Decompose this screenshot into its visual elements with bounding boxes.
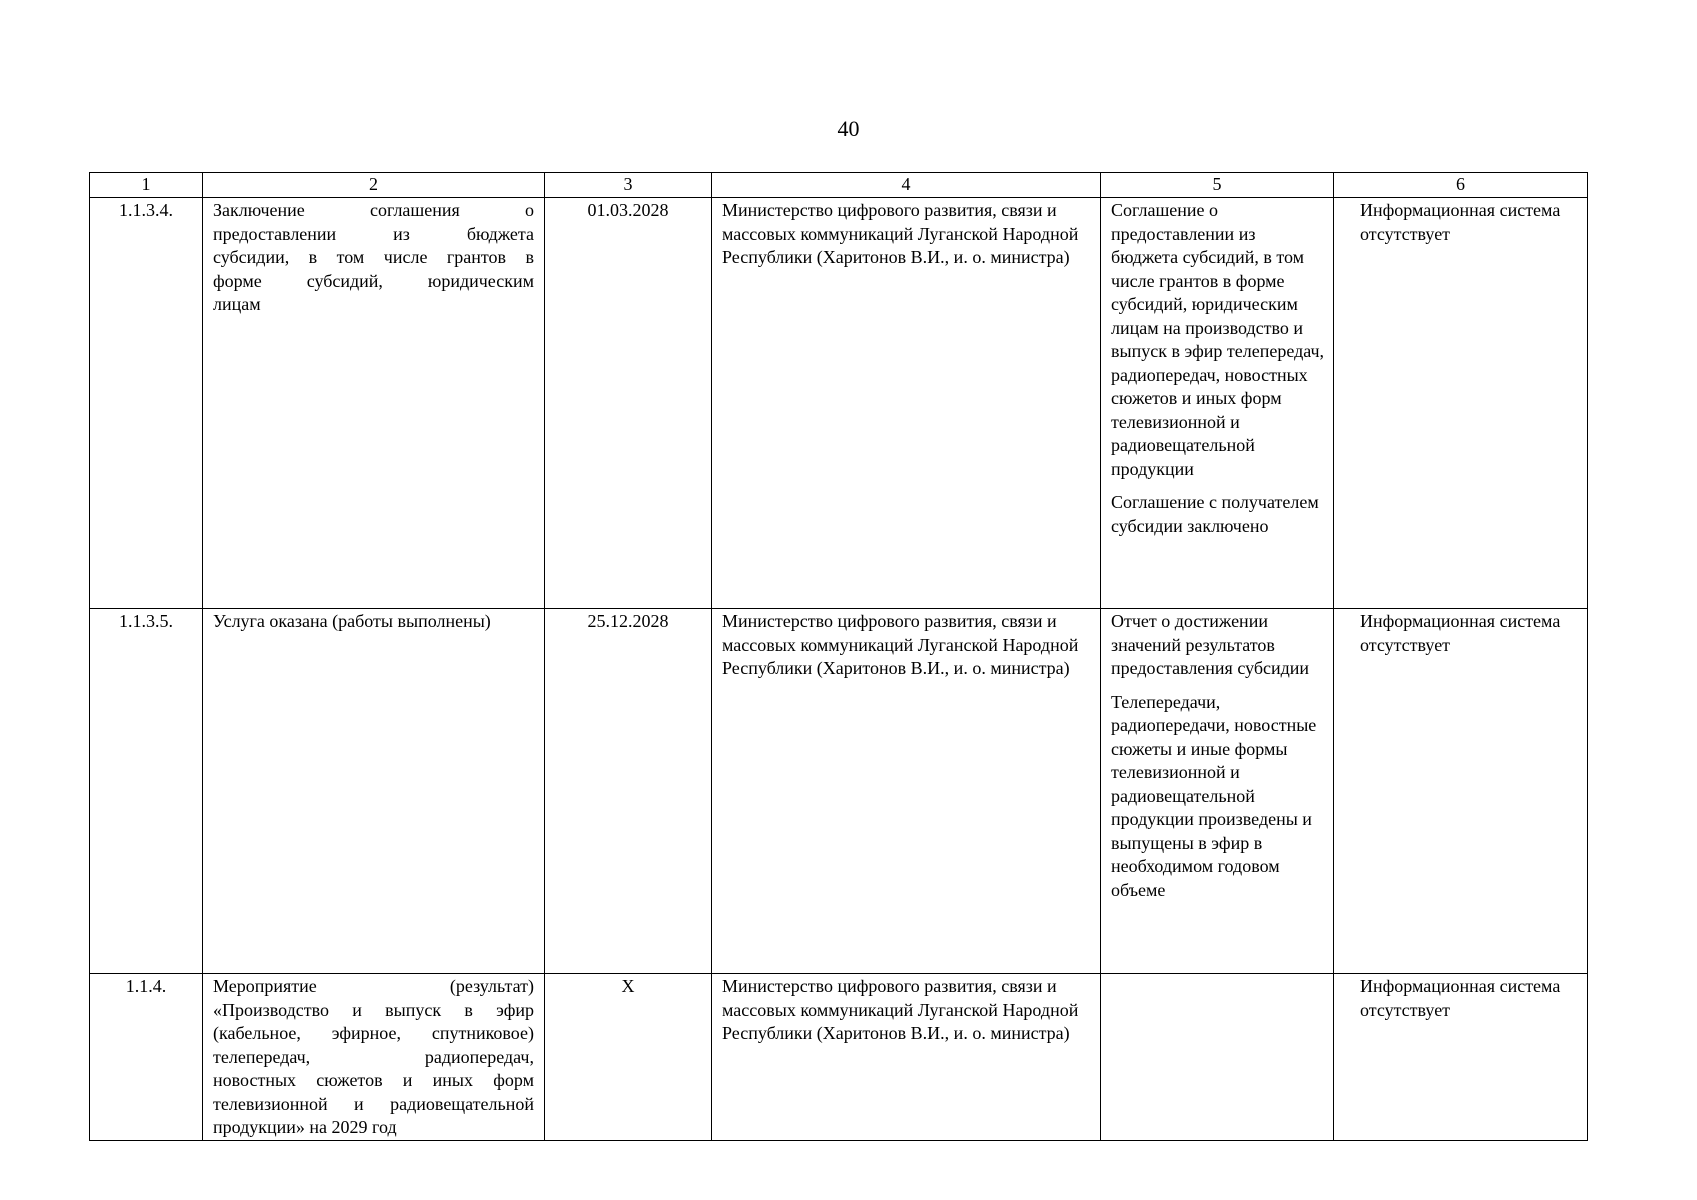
measure-name-line: лицам [213,294,261,314]
result-paragraph: Соглашение с получателем субсидии заключено [1111,492,1319,536]
table-row [90,609,1588,974]
measure-name-line: новостных сюжетов и иных форм [213,1070,534,1090]
responsible-executor: Министерство цифрового развития, связи и массовых коммуникаций Луганской Народной Республики (Харитонов В.И., и. о. министра) [712,198,1101,609]
table-row [90,198,1588,609]
measure-name-line: телепередач, радиопередач, [213,1046,534,1067]
measure-name-line: (кабельное, эфирное, спутниковое) [213,1023,534,1043]
table-row [90,974,1588,1141]
header-cell: 6 [1334,173,1588,198]
result-description [1101,609,1334,974]
result-paragraph: Телепередачи, радиопередачи, новостные сюжеты и иные формы телевизионной и радиовещательной продукции произведены и выпущены в эфир в необходимом годовом объеме [1111,691,1317,900]
measure-name-line: Услуга оказана (работы выполнены) [213,611,491,631]
information-system: Информационная система отсутствует [1334,609,1588,974]
measure-name [203,974,545,1141]
result-paragraph: Соглашение о предоставлении из бюджета субсидий, в том числе грантов в форме субсидий, юридическим лицам на производство и выпуск в эфир телепередач, радиопередач, новостных сюжетов и иных форм телевизионной и радиовещательной продукции [1111,200,1325,479]
result-description [1101,974,1334,1141]
row-number: 1.1.4. [90,974,203,1141]
table-header-row [90,173,1588,198]
measure-name-line: предоставлении из бюджета [213,223,534,244]
page-number: 40 [837,116,860,141]
result-paragraph: Отчет о достижении значений результатов предоставления субсидии [1111,611,1310,678]
measure-name-line: продукции» на 2029 год [213,1117,397,1137]
row-number: 1.1.3.5. [90,609,203,974]
header-cell: 3 [545,173,712,198]
deadline-date: 25.12.2028 [545,609,712,974]
measure-name-line: телевизионной и радиовещательной [213,1093,534,1114]
row-number: 1.1.3.4. [90,198,203,609]
measure-name-line: «Производство и выпуск в эфир [213,999,534,1020]
result-description [1101,198,1334,609]
header-cell: 5 [1101,173,1334,198]
header-cell: 2 [203,173,545,198]
information-system: Информационная система отсутствует [1334,974,1588,1141]
measure-name [203,609,545,974]
deadline-date: X [545,974,712,1141]
measure-name-line: форме субсидий, юридическим [213,270,534,291]
plan-table [89,172,1588,1141]
information-system: Информационная система отсутствует [1334,198,1588,609]
measure-name [203,198,545,609]
measure-name-line: Заключение соглашения о [213,200,534,220]
measure-name-line: Мероприятие (результат) [213,976,534,996]
responsible-executor: Министерство цифрового развития, связи и массовых коммуникаций Луганской Народной Республики (Харитонов В.И., и. о. министра) [712,974,1101,1141]
responsible-executor: Министерство цифрового развития, связи и массовых коммуникаций Луганской Народной Республики (Харитонов В.И., и. о. министра) [712,609,1101,974]
header-cell: 4 [712,173,1101,198]
deadline-date: 01.03.2028 [545,198,712,609]
measure-name-line: субсидии, в том числе грантов в [213,247,534,267]
header-cell: 1 [90,173,203,198]
